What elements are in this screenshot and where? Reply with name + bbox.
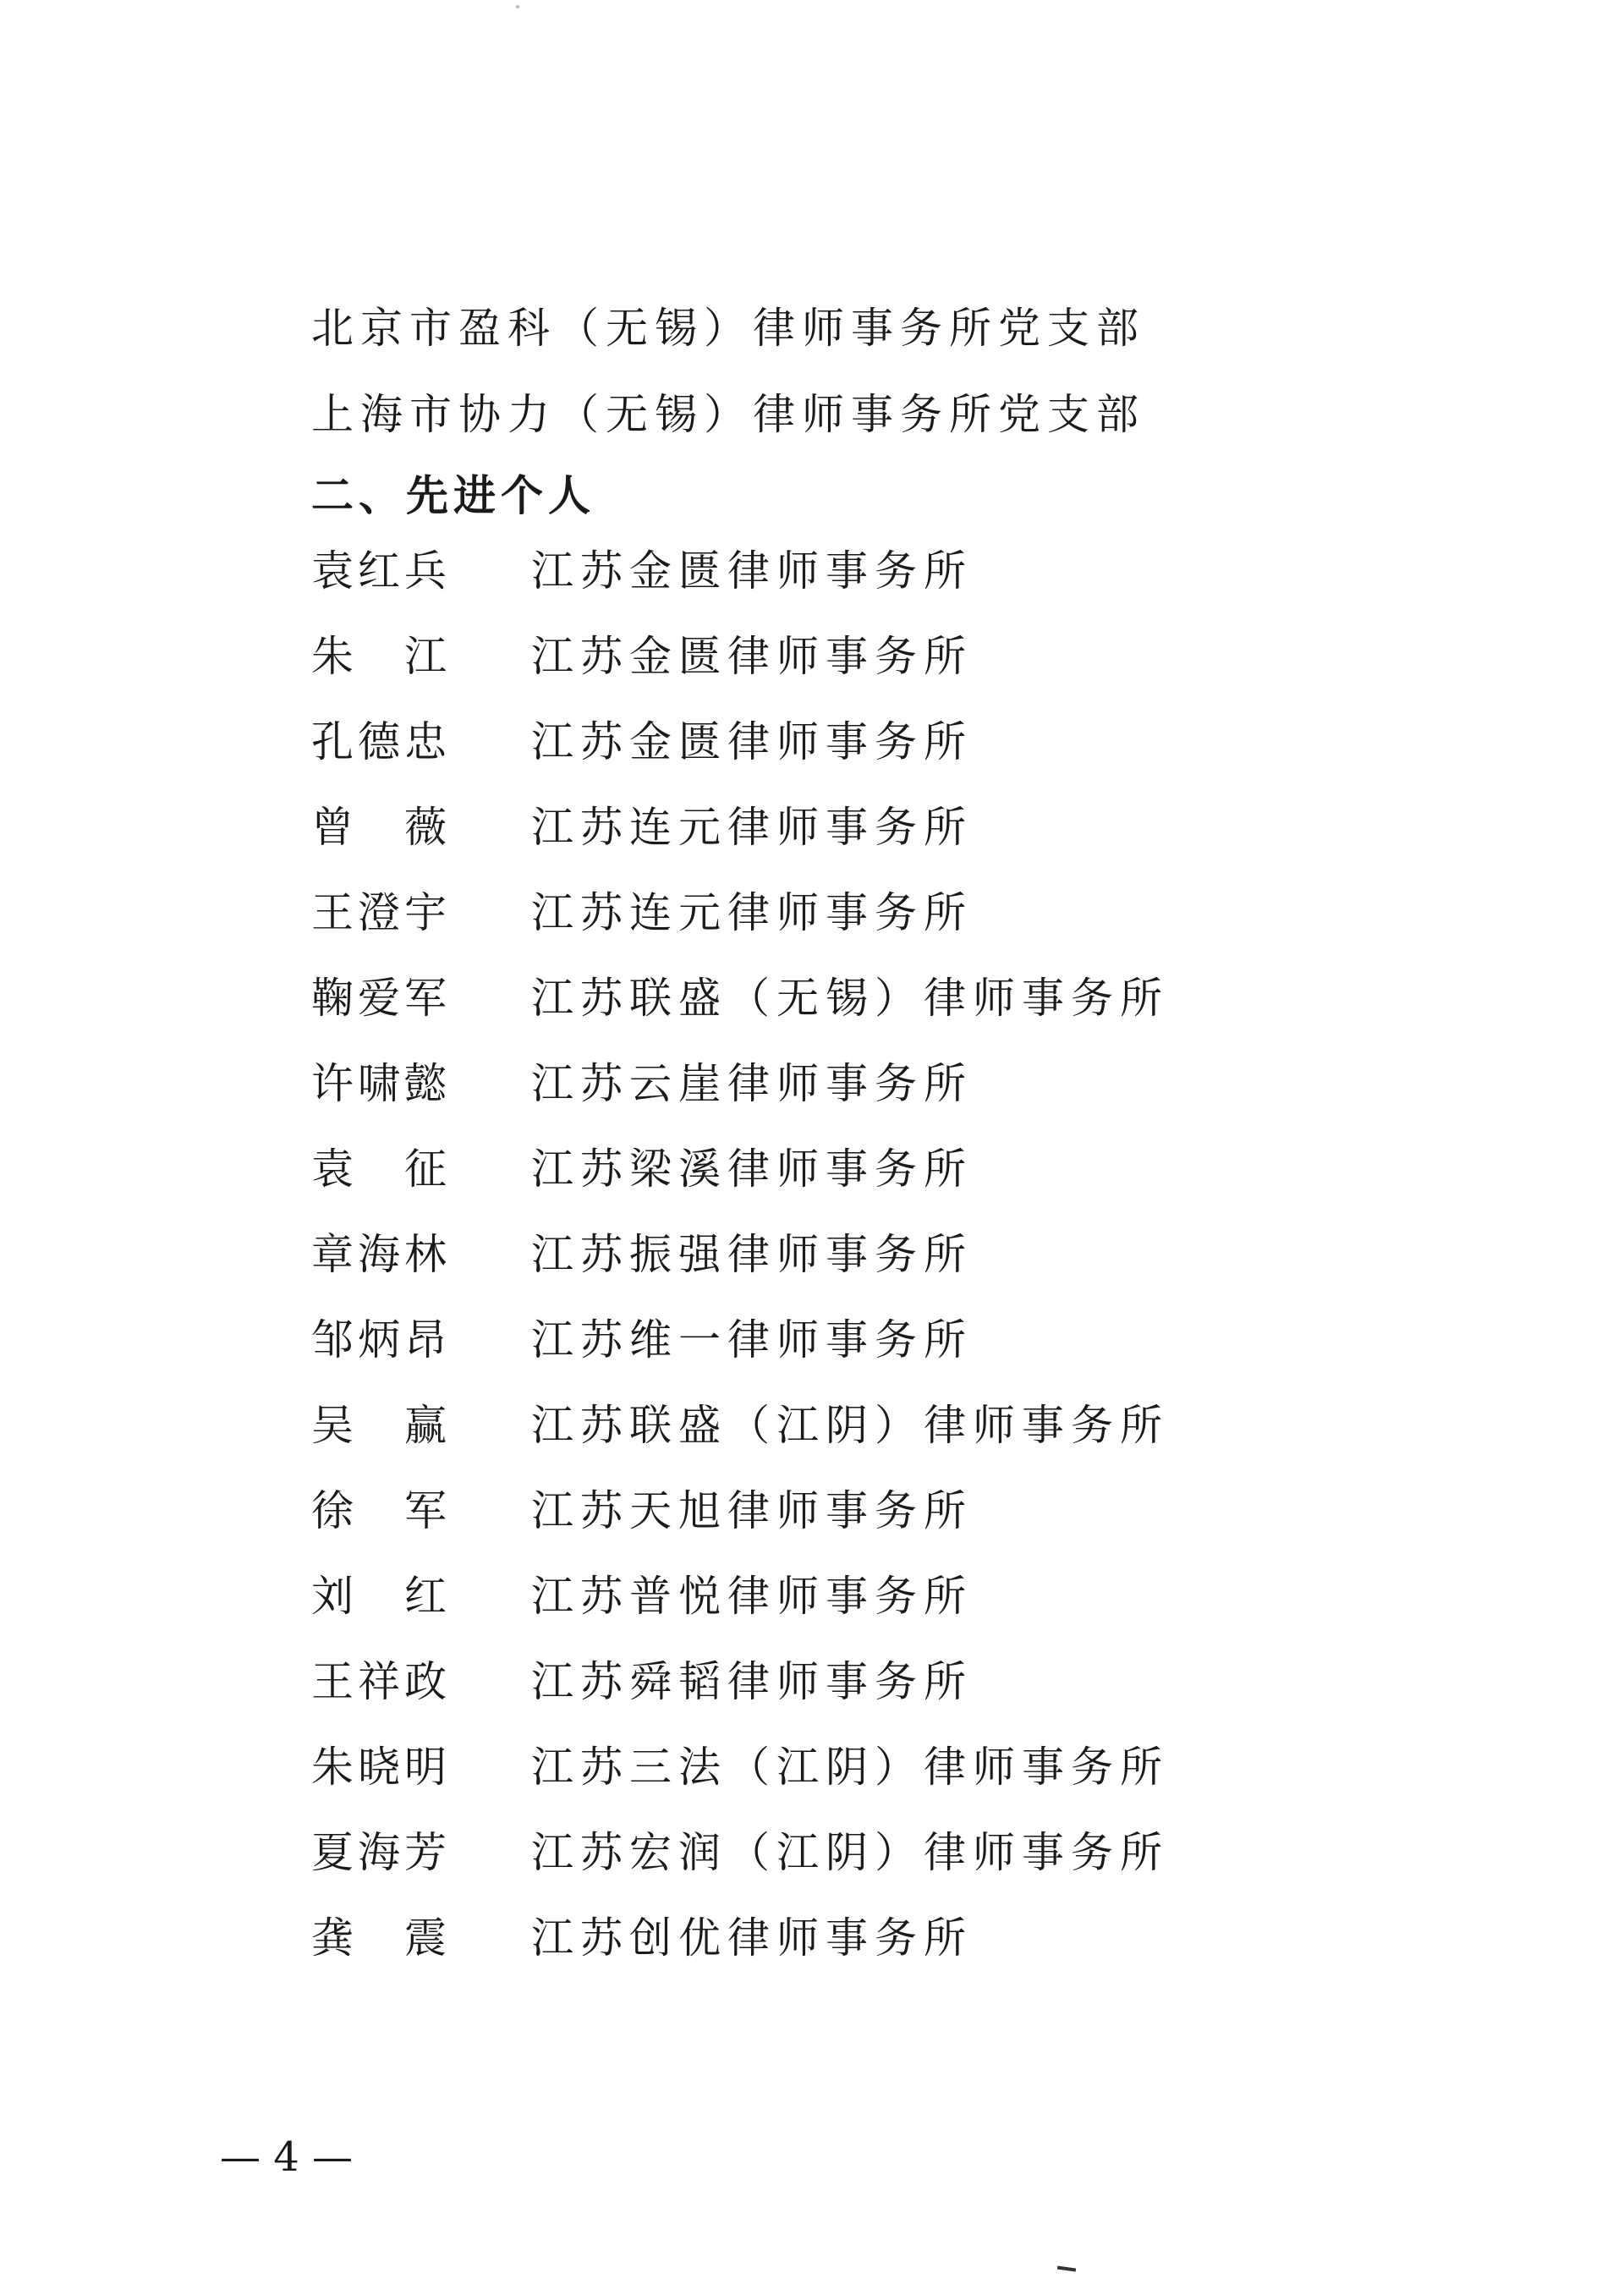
person-organization: 江苏连元律师事务所 [531,803,973,852]
list-item [311,1396,1411,1481]
individual-list [311,541,1411,1994]
list-item [311,798,1411,883]
list-item [311,1225,1411,1310]
person-organization: 江苏金匮律师事务所 [531,546,973,596]
person-organization: 江苏维一律师事务所 [531,1315,973,1364]
person-organization: 江苏联盛（无锡）律师事务所 [531,974,1169,1023]
person-organization: 江苏云崖律师事务所 [531,1059,973,1108]
person-organization: 江苏振强律师事务所 [531,1230,973,1279]
person-name: 袁红兵 [311,546,447,596]
scan-artifact-dot [516,5,519,8]
person-organization: 江苏连元律师事务所 [531,888,973,937]
list-item [311,541,1411,627]
page-number: — 4 — [220,2133,354,2181]
person-name: 吴赢 [311,1401,447,1450]
person-organization: 江苏金匮律师事务所 [531,632,973,681]
organization-line-1: 北京市盈科（无锡）律师事务所党支部 [311,304,1145,353]
list-item [311,1823,1411,1908]
list-item [311,1054,1411,1139]
person-organization: 江苏梁溪律师事务所 [531,1145,973,1194]
list-item [311,883,1411,969]
person-organization: 江苏创优律师事务所 [531,1913,973,1963]
person-organization: 江苏宏润（江阴）律师事务所 [531,1828,1169,1877]
list-item [311,627,1411,712]
person-organization: 江苏普悦律师事务所 [531,1572,973,1621]
section-heading: 二、先进个人 [311,471,595,520]
person-name: 刘红 [311,1572,447,1621]
person-name: 朱晓明 [311,1743,447,1792]
person-name: 袁征 [311,1145,447,1194]
list-item [311,1481,1411,1567]
person-organization: 江苏联盛（江阴）律师事务所 [531,1401,1169,1450]
person-name: 王祥政 [311,1657,447,1706]
person-name: 章海林 [311,1230,447,1279]
organization-line-2: 上海市协力（无锡）律师事务所党支部 [311,390,1145,439]
person-organization: 江苏金匮律师事务所 [531,717,973,766]
person-organization: 江苏天旭律师事务所 [531,1486,973,1535]
person-name: 孔德忠 [311,717,447,766]
list-item [311,712,1411,798]
list-item [311,1908,1411,1994]
person-name: 许啸懿 [311,1059,447,1108]
list-item [311,969,1411,1054]
list-item [311,1652,1411,1738]
person-organization: 江苏舜韬律师事务所 [531,1657,973,1706]
person-name: 朱江 [311,632,447,681]
person-name: 徐军 [311,1486,447,1535]
person-name: 王澄宇 [311,888,447,937]
list-item [311,1310,1411,1396]
person-name: 鞠爱军 [311,974,447,1023]
scan-artifact-mark [1057,2265,1076,2271]
person-organization: 江苏三法（江阴）律师事务所 [531,1743,1169,1792]
list-item [311,1567,1411,1652]
list-item [311,1139,1411,1225]
person-name: 邹炳昂 [311,1315,447,1364]
person-name: 曾薇 [311,803,447,852]
person-name: 夏海芳 [311,1828,447,1877]
person-name: 龚震 [311,1913,447,1963]
list-item [311,1738,1411,1823]
